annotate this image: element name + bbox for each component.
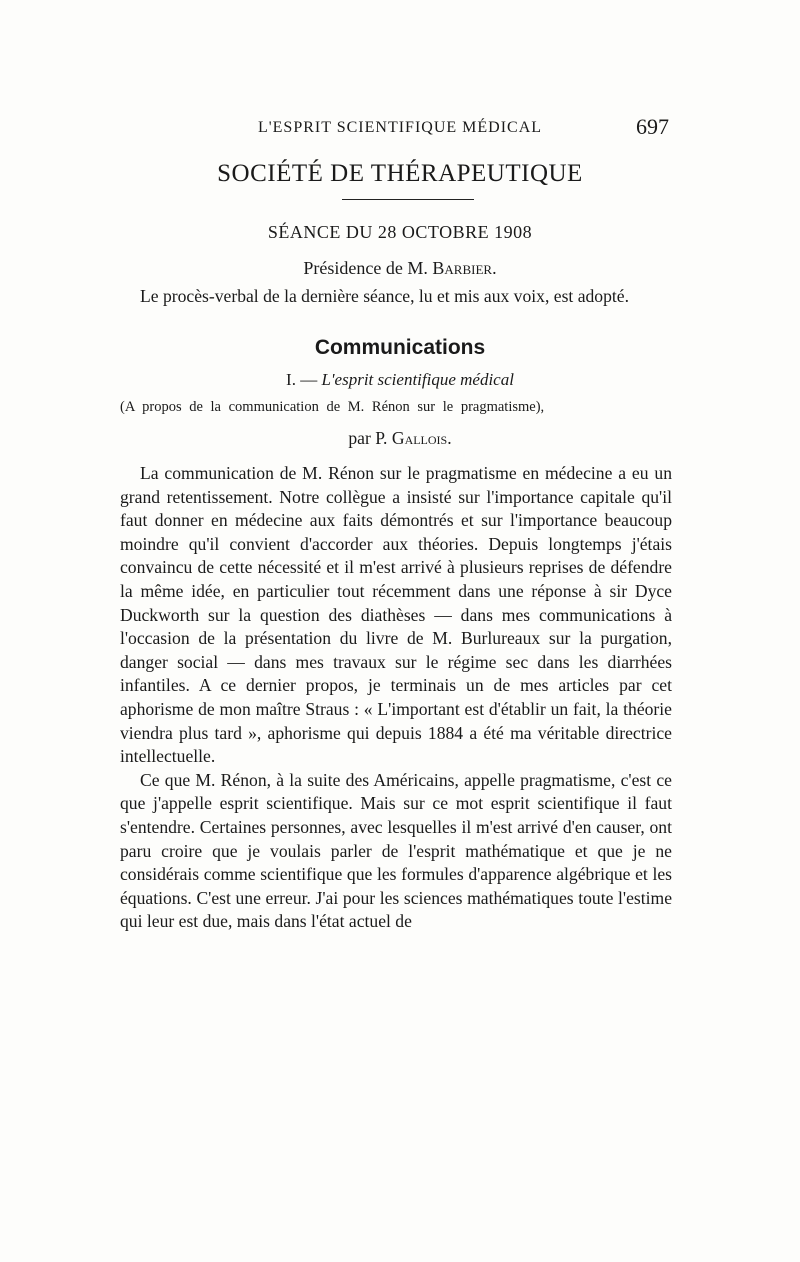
minutes-paragraph [120,285,672,309]
body-paragraph: La communication de M. Rénon sur le pragmatisme en médecine a eu un grand retentissement. Notre collègue a insisté sur l'importance capitale qu'il faut donner en médecine aux faits démontrés et sur l'importance beaucoup moindre qu'il convient d'accorder aux théories. Depuis longtemps j'étais convaincu de cette nécessité et il m'est arrivé à plusieurs reprises de défendre la même idée, en particulier tout récemment dans une réponse à sir Dyce Duckworth sur la question des diathèses — dans mes communications à l'occasion de la présentation du livre de M. Burlureaux sur la purgation, danger social — dans mes travaux sur le régime sec dans les diarrhées infantiles. A ce dernier propos, je terminais un de mes articles par cet aphorisme de mon maître Straus : « L'important est d'établir un fait, la théorie viendra plus tard », aphorisme qui depuis 1884 a été ma véritable directrice intellectuelle. [120,463,672,767]
presidence-line [0,258,800,279]
article-body [120,462,672,934]
article-author [0,428,800,449]
article-note: (A propos de la communication de M. Rénon sur le pragmatisme), [120,399,545,415]
session-date: SÉANCE DU 28 OCTOBRE 1908 [267,222,533,242]
article-title-text: L'esprit scientifique médical [321,370,514,389]
author-prefix: par P. [348,428,388,448]
section-heading: Communications [314,336,486,359]
page-number: 697 [636,114,669,139]
article-number: I. — [286,370,318,389]
title-rule [342,199,474,200]
society-title: SOCIÉTÉ DE THÉRAPEUTIQUE [217,160,583,187]
minutes-text: Le procès-verbal de la dernière séance, lu et mis aux voix, est adopté. [140,286,629,306]
presidence-prefix: Présidence de M. [303,258,428,278]
author-name: Gallois. [391,428,452,448]
article-title [0,370,800,390]
president-name: Barbier. [432,258,497,278]
body-paragraph: Ce que M. Rénon, à la suite des Américains, appelle pragmatisme, c'est ce que j'appelle esprit scientifique. Mais sur ce mot esprit scientifique il faut s'entendre. Certaines personnes, avec lesquelles il m'est arrivé d'en causer, ont paru croire que je voulais parler de l'esprit mathématique et que je ne considérais comme scientifique que les formules d'apparence algébrique et les équations. C'est une erreur. J'ai pour les sciences mathématiques toute l'estime qui leur est due, mais dans l'état actuel de [120,769,672,932]
running-title: L'ESPRIT SCIENTIFIQUE MÉDICAL [258,119,543,136]
